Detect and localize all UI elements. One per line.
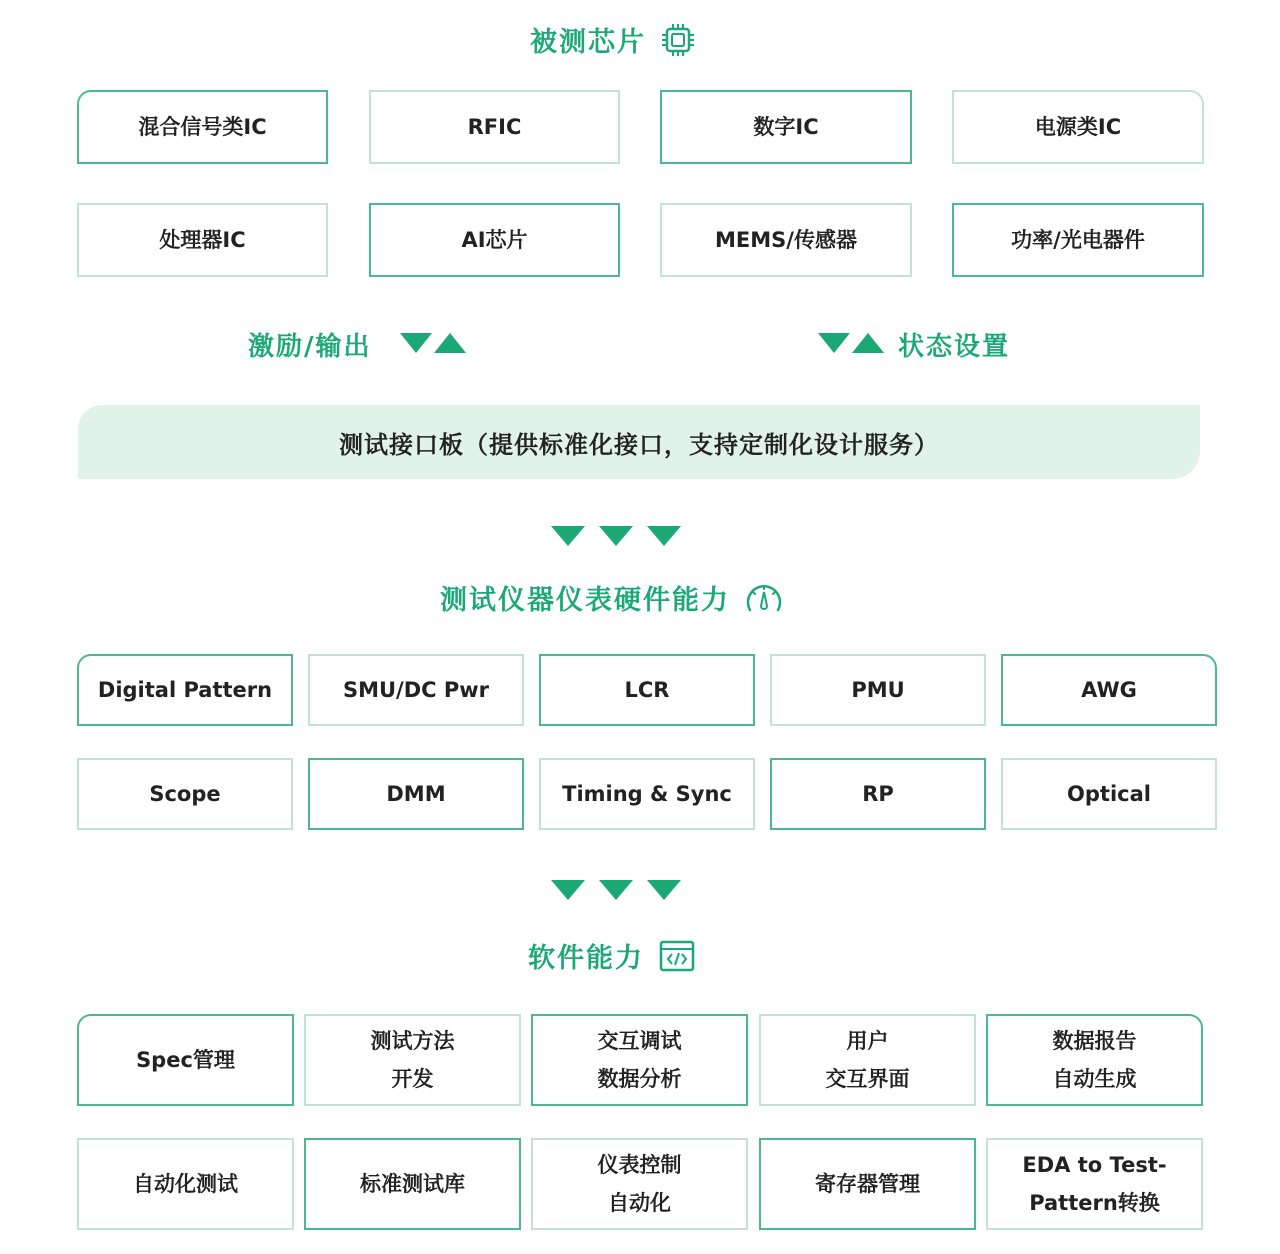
down-up-arrows-icon xyxy=(818,333,884,353)
chip-type-label: 混合信号类IC xyxy=(138,115,267,139)
software-label: 数据报告 xyxy=(1052,1029,1137,1053)
code-window-icon xyxy=(658,938,696,974)
hardware-box xyxy=(308,654,524,726)
software-box xyxy=(77,1138,294,1230)
software-box xyxy=(304,1014,521,1106)
stimulus-output-label: 激励/输出 xyxy=(248,332,372,362)
chip-type-label: 处理器IC xyxy=(159,228,246,252)
chip-type-label: 电源类IC xyxy=(1034,115,1122,139)
hardware-label: LCR xyxy=(624,678,670,702)
hardware-label: Timing & Sync xyxy=(562,782,732,806)
software-label: EDA to Test- xyxy=(1022,1153,1167,1177)
flow-down-arrows-icon xyxy=(551,880,681,900)
chip-section-title-text: 被测芯片 xyxy=(530,27,646,58)
chip-type-box xyxy=(369,90,620,164)
software-label: 自动生成 xyxy=(1052,1067,1137,1091)
chip-type-box xyxy=(77,203,328,277)
chip-type-label: 功率/光电器件 xyxy=(1011,228,1145,252)
hardware-box xyxy=(770,758,986,830)
hardware-label: DMM xyxy=(386,782,446,806)
software-label: 测试方法 xyxy=(370,1029,455,1053)
software-box xyxy=(77,1014,294,1106)
software-label: 用户 xyxy=(846,1029,889,1053)
software-label: 交互调试 xyxy=(597,1029,682,1053)
hardware-label: PMU xyxy=(851,678,905,702)
chip-icon xyxy=(660,22,696,58)
software-label: Spec管理 xyxy=(136,1048,235,1072)
chip-type-label: AI芯片 xyxy=(461,228,528,252)
software-box xyxy=(759,1138,976,1230)
chip-type-box xyxy=(369,203,620,277)
hardware-box xyxy=(77,758,293,830)
software-label: 标准测试库 xyxy=(360,1172,465,1196)
hardware-label: SMU/DC Pwr xyxy=(342,678,490,702)
interface-board-text: 测试接口板（提供标准化接口，支持定制化设计服务） xyxy=(339,430,939,459)
software-box xyxy=(986,1138,1203,1230)
hardware-box xyxy=(308,758,524,830)
software-box xyxy=(304,1138,521,1230)
hardware-box xyxy=(539,654,755,726)
software-box xyxy=(531,1014,748,1106)
software-label: 仪表控制 xyxy=(597,1153,682,1177)
interface-board-banner xyxy=(78,405,1200,479)
down-up-arrows-icon xyxy=(400,333,466,353)
hardware-label: AWG xyxy=(1081,678,1137,702)
hardware-label: RP xyxy=(862,782,894,806)
software-label: 寄存器管理 xyxy=(815,1172,920,1196)
software-label: 交互界面 xyxy=(825,1067,910,1091)
hardware-label: Scope xyxy=(149,782,221,806)
software-box xyxy=(986,1014,1203,1106)
software-label: Pattern转换 xyxy=(1029,1191,1160,1215)
software-section-title-text: 软件能力 xyxy=(528,943,644,974)
software-label: 自动化测试 xyxy=(133,1172,238,1196)
hardware-box xyxy=(1001,654,1217,726)
state-setting-label: 状态设置 xyxy=(898,332,1011,362)
chip-type-box xyxy=(77,90,328,164)
hardware-box xyxy=(1001,758,1217,830)
software-label: 开发 xyxy=(391,1067,434,1091)
gauge-icon xyxy=(744,580,784,616)
chip-type-label: MEMS/传感器 xyxy=(715,228,857,252)
chip-section-title xyxy=(530,20,696,59)
hardware-section-title xyxy=(440,578,784,617)
hardware-box xyxy=(77,654,293,726)
software-box xyxy=(531,1138,748,1230)
software-section-title xyxy=(528,936,696,975)
hardware-box xyxy=(770,654,986,726)
hardware-label: Digital Pattern xyxy=(97,678,273,702)
chip-type-box xyxy=(952,90,1204,164)
hardware-label: Optical xyxy=(1067,782,1151,806)
software-box xyxy=(759,1014,976,1106)
chip-type-box xyxy=(952,203,1204,277)
chip-type-box xyxy=(660,203,912,277)
chip-type-label: 数字IC xyxy=(753,115,819,139)
software-label: 自动化 xyxy=(608,1191,671,1215)
hardware-box xyxy=(539,758,755,830)
software-label: 数据分析 xyxy=(597,1067,682,1091)
chip-type-label: RFIC xyxy=(467,115,522,139)
hardware-section-title-text: 测试仪器仪表硬件能力 xyxy=(440,585,730,616)
chip-type-box xyxy=(660,90,912,164)
flow-down-arrows-icon xyxy=(551,526,681,546)
